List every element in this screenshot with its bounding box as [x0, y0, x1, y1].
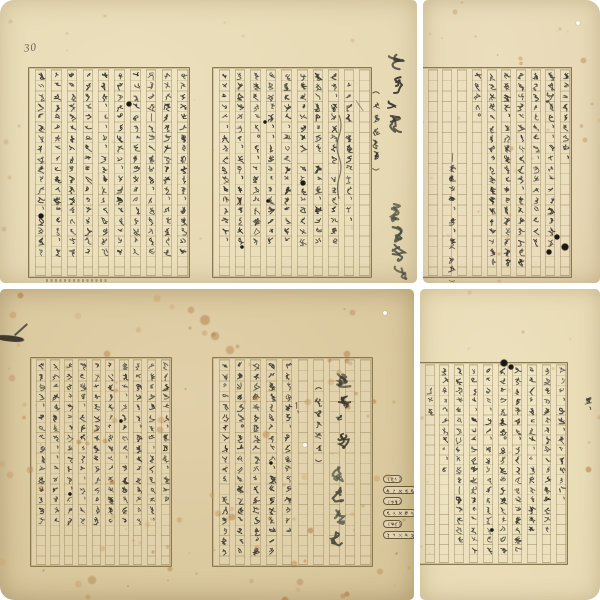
text-column	[531, 69, 541, 276]
foxing-spot	[295, 587, 301, 593]
foxing-spot	[74, 312, 81, 319]
foxing-spot	[467, 347, 470, 350]
ink-smudge	[0, 334, 24, 343]
scan-page-section-five	[420, 289, 600, 600]
foxing-spot	[327, 378, 335, 386]
text-column	[50, 359, 59, 565]
foxing-spot	[505, 236, 510, 241]
foxing-spot	[411, 434, 413, 436]
foxing-spot	[407, 566, 411, 570]
text-column	[161, 359, 170, 565]
foxing-spot	[26, 466, 34, 474]
foxing-spot	[150, 517, 153, 520]
foxing-spot	[558, 27, 563, 32]
foxing-spot	[199, 314, 211, 326]
foxing-spot	[17, 292, 24, 299]
foxing-spot	[6, 471, 14, 479]
foxing-spot	[350, 38, 355, 43]
text-column	[556, 364, 566, 563]
foxing-spot	[103, 14, 107, 18]
text-column	[469, 364, 479, 563]
ink-blotch	[240, 245, 244, 249]
foxing-spot	[60, 209, 63, 212]
foxing-spot	[214, 510, 222, 518]
foxing-spot	[210, 331, 220, 341]
foxing-spot	[22, 402, 27, 407]
text-column	[454, 364, 464, 563]
foxing-spot	[467, 290, 472, 295]
text-column	[133, 359, 142, 565]
ink-blotch	[546, 249, 551, 254]
foxing-spot	[590, 102, 594, 106]
foxing-spot	[76, 439, 82, 445]
foxing-spot	[420, 545, 423, 548]
ink-blotch	[508, 364, 514, 370]
foxing-spot	[167, 579, 170, 582]
foxing-spot	[184, 388, 187, 391]
foxing-spot	[111, 140, 115, 144]
text-column	[78, 359, 87, 565]
foxing-spot	[420, 416, 424, 420]
foxing-spot	[452, 9, 458, 15]
foxing-spot	[201, 330, 207, 336]
foxing-spot	[262, 430, 270, 438]
foxing-spot	[57, 451, 59, 453]
foxing-spot	[530, 157, 533, 160]
foxing-spot	[349, 309, 356, 316]
foxing-spot	[39, 443, 43, 447]
foxing-spot	[344, 591, 350, 597]
ink-blotch	[300, 180, 305, 185]
foxing-spot	[292, 517, 296, 521]
foxing-spot	[144, 521, 151, 528]
margin-stamp	[383, 531, 414, 539]
foxing-spot	[109, 479, 115, 485]
text-column	[472, 69, 482, 276]
foxing-spot	[8, 19, 13, 24]
foxing-spot	[114, 388, 118, 392]
foxing-spot	[587, 441, 590, 444]
foxing-spot	[304, 398, 312, 406]
foxing-spot	[225, 345, 235, 355]
foxing-spot	[579, 124, 584, 129]
ink-blotch	[266, 199, 270, 203]
text-column	[250, 69, 261, 276]
foxing-spot	[570, 338, 572, 340]
foxing-spot	[441, 37, 443, 39]
text-column	[487, 69, 497, 276]
text-column	[282, 359, 293, 565]
foxing-spot	[176, 517, 182, 523]
foxing-spot	[87, 575, 97, 585]
text-column	[425, 364, 435, 563]
paper-speck	[383, 311, 387, 315]
text-column	[359, 69, 370, 276]
foxing-spot	[509, 146, 514, 151]
foxing-spot	[241, 34, 245, 38]
text-column	[92, 359, 101, 565]
foxing-spot	[354, 391, 358, 395]
scan-final-page	[423, 0, 600, 283]
margin-stamp	[383, 497, 402, 505]
foxing-spot	[267, 516, 272, 521]
text-column	[344, 69, 355, 276]
foxing-spot	[187, 306, 195, 314]
ink-blotch	[500, 359, 507, 366]
text-column	[64, 359, 73, 565]
foxing-spot	[301, 473, 309, 481]
foxing-spot	[556, 30, 558, 32]
text-column	[219, 69, 230, 276]
foxing-spot	[402, 518, 406, 522]
text-column	[298, 359, 309, 565]
foxing-spot	[395, 552, 398, 555]
foxing-spot	[497, 252, 502, 257]
foxing-spot	[65, 365, 69, 369]
foxing-spot	[343, 308, 346, 311]
foxing-spot	[580, 57, 587, 64]
text-column	[360, 359, 371, 565]
foxing-spot	[1, 226, 7, 232]
maker-imprint	[46, 279, 108, 282]
foxing-spot	[17, 124, 21, 128]
text-column	[119, 359, 128, 565]
text-column	[250, 359, 261, 565]
foxing-spot	[249, 578, 255, 584]
text-column	[114, 69, 125, 276]
foxing-spot	[290, 560, 298, 568]
foxing-spot	[42, 569, 45, 572]
foxing-spot	[102, 438, 109, 445]
foxing-spot	[167, 566, 173, 572]
text-column	[527, 364, 537, 563]
margin-stamp	[383, 520, 402, 528]
foxing-spot	[496, 54, 499, 57]
foxing-spot	[156, 426, 164, 434]
foxing-spot	[242, 399, 247, 404]
foxing-spot	[153, 294, 161, 302]
foxing-spot	[296, 578, 304, 586]
foxing-spot	[138, 541, 142, 545]
foxing-spot	[135, 327, 141, 333]
text-column	[542, 364, 552, 563]
foxing-spot	[353, 529, 355, 531]
foxing-spot	[447, 234, 449, 236]
foxing-spot	[497, 279, 501, 283]
foxing-spot	[8, 367, 11, 370]
foxing-spot	[22, 415, 26, 419]
text-column	[67, 69, 78, 276]
foxing-spot	[428, 32, 432, 36]
foxing-spot	[66, 49, 69, 52]
foxing-spot	[343, 350, 351, 358]
text-column	[235, 359, 246, 565]
foxing-spot	[366, 414, 369, 417]
text-column	[313, 69, 324, 276]
text-column	[512, 364, 522, 563]
correction-insert-mark	[545, 92, 551, 98]
foxing-spot	[111, 417, 118, 424]
foxing-spot	[93, 429, 96, 432]
text-column	[439, 364, 449, 563]
foxing-spot	[350, 511, 355, 516]
foxing-spot	[74, 580, 82, 588]
foxing-spot	[9, 311, 17, 319]
foxing-spot	[16, 343, 20, 347]
ink-blotch	[38, 213, 43, 218]
text-column	[35, 69, 46, 276]
foxing-spot	[346, 405, 351, 410]
text-column	[266, 69, 277, 276]
foxing-spot	[85, 441, 90, 446]
foxing-spot	[3, 139, 9, 145]
foxing-spot	[7, 175, 12, 180]
text-column	[498, 364, 508, 563]
scan-title-page-spread	[0, 289, 414, 600]
foxing-spot	[507, 388, 512, 393]
foxing-spot	[288, 520, 290, 522]
foxing-spot	[518, 56, 523, 61]
foxing-spot	[194, 99, 196, 101]
text-column	[483, 364, 493, 563]
foxing-spot	[477, 210, 480, 213]
foxing-spot	[223, 21, 227, 25]
foxing-spot	[235, 344, 240, 349]
foxing-spot	[229, 506, 234, 511]
foxing-spot	[169, 304, 175, 310]
foxing-spot	[519, 61, 523, 65]
foxing-spot	[507, 157, 512, 162]
margin-stamp	[383, 486, 414, 494]
text-column	[162, 69, 173, 276]
pen-stroke-mark	[14, 323, 28, 336]
foxing-spot	[376, 568, 384, 576]
foxing-spot	[521, 330, 525, 334]
foxing-spot	[582, 137, 588, 143]
foxing-spot	[456, 116, 461, 121]
foxing-spot	[288, 502, 290, 504]
text-column	[105, 359, 114, 565]
foxing-spot	[506, 247, 510, 251]
foxing-spot	[474, 35, 477, 38]
foxing-spot	[303, 559, 307, 563]
foxing-spot	[0, 558, 6, 565]
foxing-spot	[336, 369, 342, 375]
text-column	[98, 69, 109, 276]
foxing-spot	[573, 390, 575, 392]
foxing-spot	[195, 572, 198, 575]
foxing-spot	[393, 584, 396, 587]
foxing-spot	[99, 545, 106, 552]
text-column	[51, 69, 62, 276]
foxing-spot	[0, 460, 6, 468]
ink-blotch	[490, 528, 494, 532]
correction-wavy-line	[335, 115, 344, 199]
foxing-spot	[508, 451, 511, 454]
foxing-spot	[331, 452, 334, 455]
correction-insert-mark	[545, 99, 551, 105]
foxing-spot	[127, 585, 129, 587]
foxing-spot	[460, 1, 464, 5]
text-column	[147, 359, 156, 565]
foxing-spot	[65, 32, 69, 36]
text-column	[177, 69, 188, 276]
foxing-spot	[188, 326, 192, 330]
foxing-spot	[373, 475, 381, 483]
paper-speck	[576, 21, 580, 25]
foxing-spot	[392, 400, 396, 404]
foxing-spot	[513, 168, 519, 174]
ink-blotch	[119, 419, 123, 423]
text-column	[146, 69, 157, 276]
text-column	[83, 69, 94, 276]
foxing-spot	[566, 30, 569, 33]
text-column	[281, 69, 292, 276]
foxing-spot	[85, 594, 91, 600]
foxing-spot	[157, 416, 165, 424]
page-number: 30	[23, 41, 38, 55]
foxing-spot	[281, 596, 289, 600]
scan-page-30-spread	[0, 0, 417, 283]
foxing-spot	[38, 485, 44, 491]
text-column	[130, 69, 141, 276]
text-column	[457, 69, 467, 276]
text-column	[297, 69, 308, 276]
foxing-spot	[132, 539, 135, 542]
foxing-spot	[125, 528, 127, 530]
text-column	[36, 359, 45, 565]
foxing-spot	[225, 465, 227, 467]
text-column	[501, 69, 511, 276]
foxing-spot	[8, 374, 16, 382]
foxing-spot	[97, 373, 100, 376]
foxing-spot	[585, 466, 592, 473]
margin-stamp	[383, 509, 414, 517]
foxing-spot	[35, 404, 37, 406]
text-column	[428, 69, 438, 276]
foxing-spot	[188, 551, 191, 554]
foxing-spot	[199, 237, 202, 240]
text-column	[219, 359, 230, 565]
foxing-spot	[248, 362, 253, 367]
foxing-spot	[171, 441, 173, 443]
foxing-spot	[371, 399, 376, 404]
ink-blotch	[561, 243, 569, 251]
